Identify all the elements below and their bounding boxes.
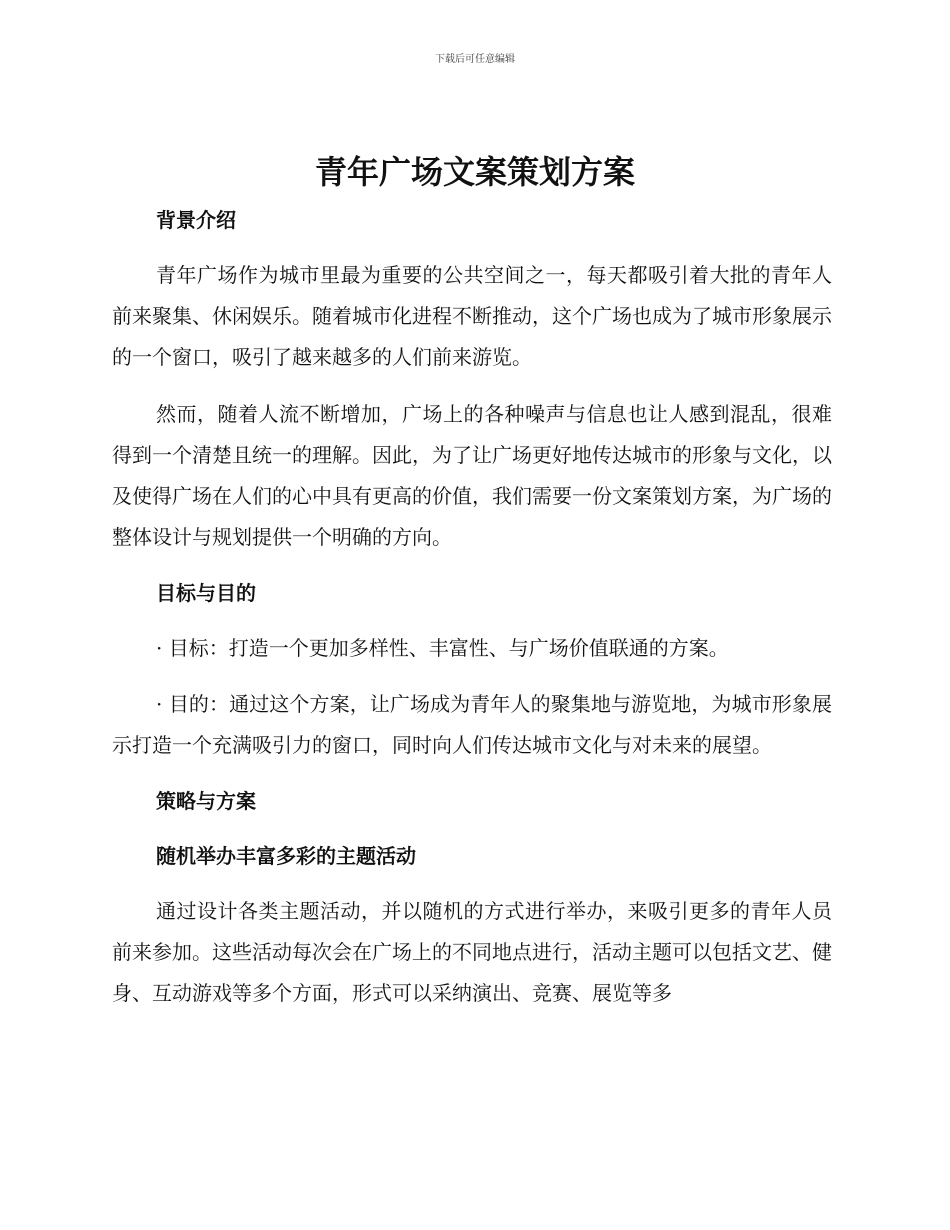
section-heading-strategy: 策略与方案 bbox=[156, 789, 256, 813]
paragraph-activities-1: 通过设计各类主题活动，并以随机的方式进行举办，来吸引更多的青年人员前来参加。这些活动每次会在广场上的不同地点进行，活动主题可以包括文艺、健身、互动游戏等多个方面，形式可以采纳演出、竞赛、展览等多 bbox=[112, 899, 832, 1005]
paragraph-background-1: 青年广场作为城市里最为重要的公共空间之一，每天都吸引着大批的青年人前来聚集、休闲娱乐。随着城市化进程不断推动，这个广场也成为了城市形象展示的一个窗口，吸引了越来越多的人们前来游览。 bbox=[112, 263, 832, 369]
section-heading-goals: 目标与目的 bbox=[156, 581, 256, 605]
subsection-heading-activities: 随机举办丰富多彩的主题活动 bbox=[156, 844, 416, 868]
document-title: 青年广场文案策划方案 bbox=[314, 153, 635, 191]
list-item-goal: · 目标：打造一个更加多样性、丰富性、与广场价值联通的方案。 bbox=[156, 636, 729, 660]
document-body bbox=[112, 200, 832, 1014]
paragraph-background-2: 然而，随着人流不断增加，广场上的各种噪声与信息也让人感到混乱，很难得到一个清楚且统一的理解。因此，为了让广场更好地传达城市的形象与文化，以及使得广场在人们的心中具有更高的价值，我们需要一份文案策划方案，为广场的整体设计与规划提供一个明确的方向。 bbox=[112, 402, 832, 549]
page-header-note: 下载后可任意编辑 bbox=[435, 54, 515, 65]
section-heading-background: 背景介绍 bbox=[156, 208, 236, 232]
list-item-purpose: · 目的：通过这个方案，让广场成为青年人的聚集地与游览地，为城市形象展示打造一个充满吸引力的窗口，同时向人们传达城市文化与对未来的展望。 bbox=[112, 692, 832, 757]
